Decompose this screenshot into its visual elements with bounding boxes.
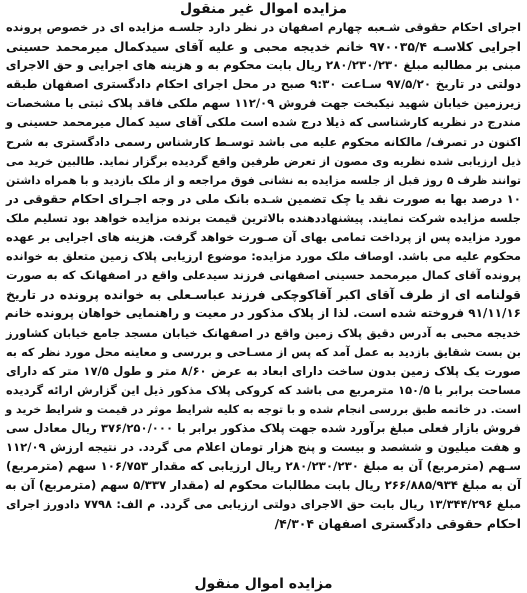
notice-line: محکوم علیه می باشد. اوصاف ملک مورد مزایده: موضوع ارزیابی پلاک زمین متعلق به خوانده	[6, 249, 521, 264]
notice-title: مزایده اموال غیر منقول	[180, 1, 347, 17]
notice-line: است. در خاتمه طبق بررسی انجام شده و با توجه به کلیه شرایط موثر در قیمت و شرایط خرید و	[5, 402, 521, 416]
notice-line: قولنامه ای از طرف آقای اکبر آقاکوچکی فرزند عباسـعلی به خوانده پرونده در تاریخ	[6, 287, 521, 303]
notice-line: احکام حقوقی دادگستری اصفهان ۴/۳۰۴/	[274, 516, 521, 532]
notice-line: ۹۱/۱۱/۱۶ فروخته شده است. لذا از پلاک مذکور در معیت و راهنمایی خواهان پرونده خانم	[4, 306, 521, 321]
notice-line: پرونده آقای کمال میرمحمد حسینی اصفهانی فرزند سیدعلی واقع در اصفهانک که به صورت	[6, 268, 521, 283]
notice-line: خدیجه محبی به آدرس دقیق پلاک زمین واقع در اصفهانک خیابان مسجد جامع خیابان کشاورز	[6, 325, 521, 340]
next-notice-title: مزایده اموال منقول	[194, 575, 333, 592]
notice-line: ذیل ارزیابی شده نظریه وی مصون از تعرض طرفین واقع گردیده برگزار نماید. طالبین خرید می	[6, 154, 521, 168]
notice-line: اجرایی کلاسـه ۹۷۰۰۳۵/۴ خانم خدیجه محبی و علیه آقای سیدکمال میرمحمد حسینی	[6, 39, 521, 55]
notice-line: مبنی بر مطالبه مبلغ ۲۸۰/۲۳۰/۲۳۰ ریال بابت محکوم به و هزینه های اجرایی و حق الاجرای	[5, 58, 521, 73]
notice-line: زیرزمین خیابان شهید نیکبخت جهت فروش ۱۱۲/۰۹ سهم ملکی فاقد پلاک ثبتی با مشخصات	[6, 96, 522, 111]
notice-line: و هفت میلیون و ششصد و بیست و پنج هزار تومان اعلام می گردد. در نتیجه ارزش ۱۱۲/۰۹	[6, 440, 521, 455]
notice-line: مبلغ ۱۳/۳۴۴/۲۹۶ ریال بابت حق الاجرای دولتی ارزیابی می گردد. م الف: ۷۷۹۸ دادورز اجرای	[6, 497, 522, 512]
notice-line: اکنون در تصرف/ مالکانه محکوم علیه می باشد توسـط کارشناس رسمی دادگستری به شرح	[6, 134, 521, 149]
notice-line: توانند ظرف ۵ روز قبل از جلسه مزایده به نشانی فوق مراجعه و از ملک بازدید و با همراه داشتن	[6, 173, 521, 187]
notice-body	[6, 18, 521, 534]
notice-line: مندرج در نظریه کارشناسی که ذیلا درج شده است ملکی آقای سید کمال میرمحمد حسینی و	[5, 115, 521, 130]
notice-line: بن بست شقایق بازدید به عمل آمد که پس از مسـاحی و بررسی و معاینه محل مورد نظر که به	[6, 345, 521, 359]
notice-line: ۱۰ درصد بها به صورت نقد یا چک تضمین شـده بانک ملی در وجه اجـرای احکام حقوقی در	[6, 191, 521, 206]
notice-line: فروش بازار فعلی مبلغ برآورد شده جهت پلاک مذکور برابر با ۳۷۶/۲۵۰/۰۰۰ ریال معادل سی	[6, 420, 522, 435]
notice-line: جلسه مزایده شرکت نمایند. پیشنهاددهنده بالاترین قیمت برنده مزایده خواهد بود تسلیم ملک	[6, 210, 521, 225]
notice-line: سـهم (مترمربع) آن به مبلغ ۲۸۰/۲۳۰/۲۳۰ ریال ارزیابی که مقدار ۱۰۶/۷۵۳ سهم (مترمربع)	[6, 459, 521, 474]
notice-line: آن به مبلغ ۲۶۶/۸۸۵/۹۳۴ ریال بابت مطالبات محکوم له (مقدار ۵/۳۳۷ سهم (مترمربع) آن به	[5, 478, 521, 493]
notice-line: صورت یک پلاک زمین بدون ساخت دارای ابعاد به عرض ۸/۶۰ متر و طول ۱۷/۵ متر که دارای	[6, 363, 521, 378]
notice-line: مساحت برابر با ۱۵۰/۵ مترمربع می باشد که کروکی پلاک مذکور ذیل این گزارش ارائه گردیده	[6, 382, 521, 397]
notice-line: مورد مزایده پس از پرداخت تمامی بهای آن صـورت خواهد گرفت. هزینه های اجرایی بر عهده	[6, 230, 521, 245]
notice-line: اجرای احکام حقوقی شـعبه چهارم اصفهان در نظر دارد جلسـه مزایده ای در خصوص پرونده	[6, 20, 521, 34]
notice-line: دولتی در تاریخ ۹۷/۵/۲۰ سـاعت ۹:۳۰ صبح در محل اجرای احکام دادگستری اصفهان طبقه	[6, 77, 522, 92]
